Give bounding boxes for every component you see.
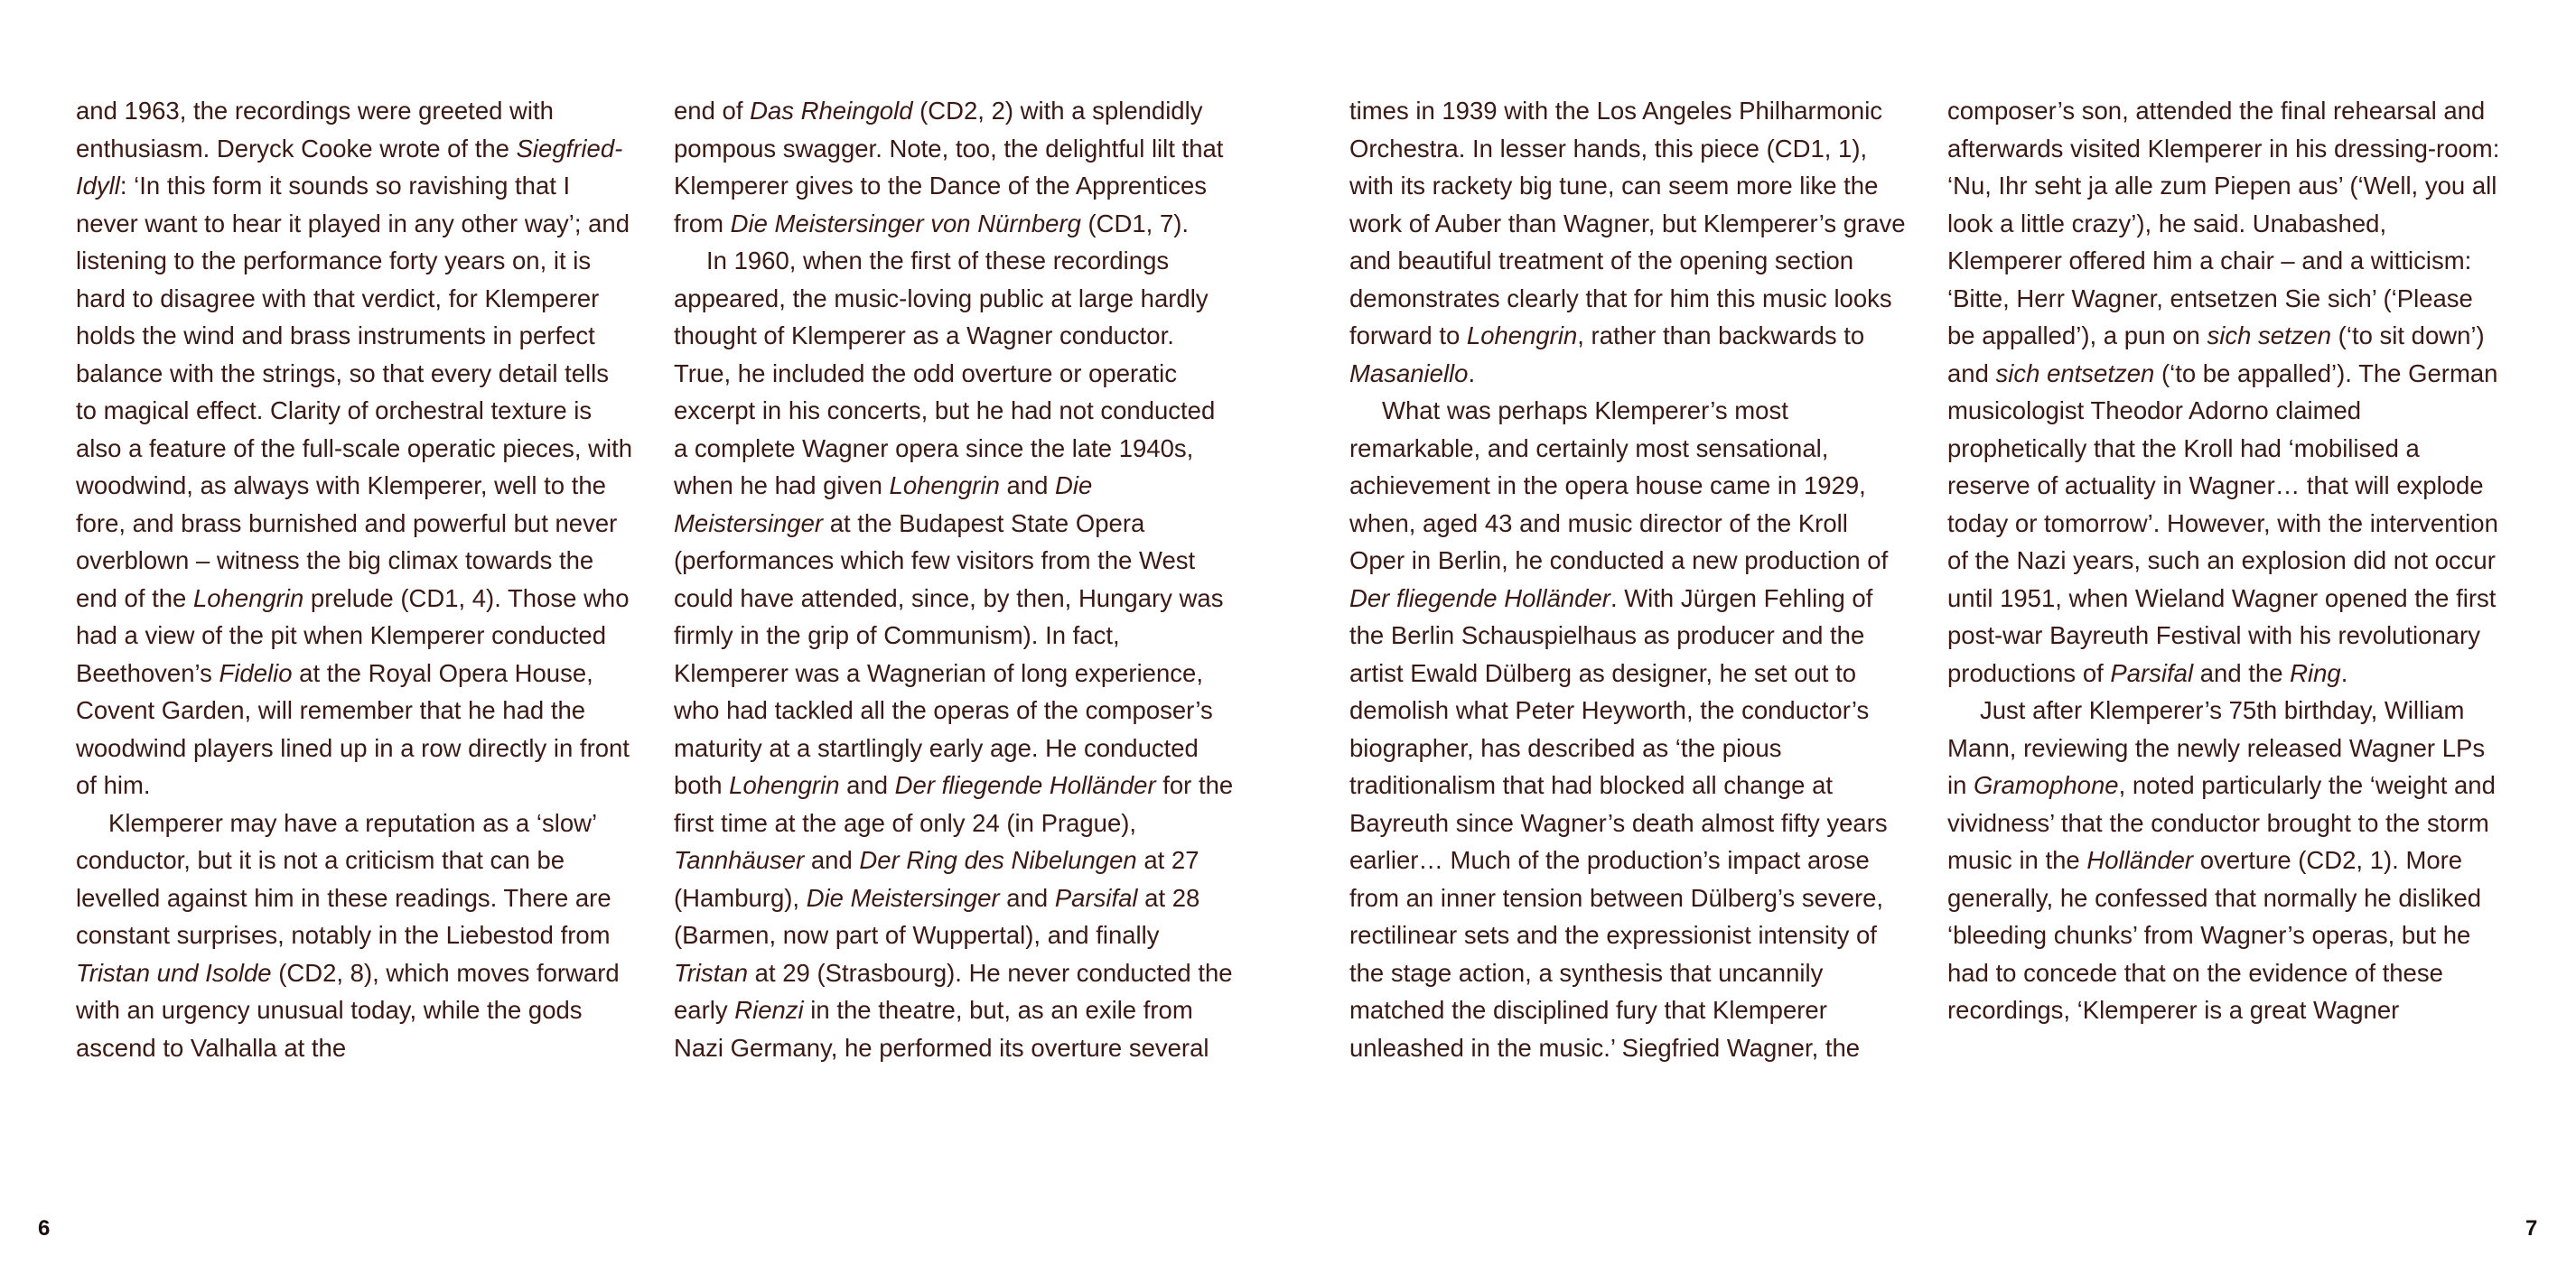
text-run: . With Jürgen Fehling of the Berlin Schauspielhaus as producer and the artist Ewald Dülberg as designer, he set out to demolish what Peter Heyworth, the conductor’s biographer, has described as ‘the pious traditionalism that had blocked all change at Bayreuth since Wagner’s death almost fifty years earlier… Much of the production’s impact arose from an inner tension between Dülberg’s severe, rectilinear sets and the expressionist intensity of the stage action, a synthesis that uncannily matched the disciplined fury that Klemperer unleashed in the music.’ Siegfried Wagner, the [1349, 583, 1888, 1062]
italic-title: Die Meistersinger von Nürnberg [730, 209, 1081, 237]
paragraph [76, 92, 636, 804]
paragraph [1947, 92, 2507, 692]
text-run: . [1468, 358, 1476, 387]
text-column-4 [1947, 92, 2507, 1029]
italic-title: Der Ring des Nibelungen [859, 846, 1137, 874]
italic-title: sich entsetzen [1995, 358, 2155, 387]
italic-title: Parsifal [2110, 658, 2194, 687]
text-run: composer’s son, attended the final rehearsal and afterwards visited Klemperer in his dressing-room: ‘Nu, Ihr seht ja alle zum Piepen aus’ (‘Well, you all look a little crazy’), he said. Unabashed, Klemperer offered him a chair – and a witticism: ‘Bitte, Herr Wagner, entsetzen Sie sich’ (‘Please be appalled’), a pun on [1947, 97, 2500, 349]
italic-title: Lohengrin [889, 471, 1000, 499]
text-run: : ‘In this form it sounds so ravishing that I never want to hear it played in any other way’; and listening to the performance forty years on, it is hard to disagree with that verdict, for Klemperer holds the wind and brass instruments in perfect balance with the strings, so that every detail tells to magical effect. Clarity of orchestral texture is also a feature of the full-scale operatic pieces, with woodwind, as always with Klemperer, well to the fore, and brass burnished and powerful but never overblown – witness the big climax towards the end of the [76, 172, 633, 612]
text-run: . [2340, 658, 2348, 687]
text-run: (‘to sit down’) and [1947, 321, 2485, 387]
paragraph [674, 92, 1234, 242]
italic-title: Die Meistersinger [674, 471, 1093, 537]
text-run: In 1960, when the first of these recordings appeared, the music-loving public at large hardly thought of Klemperer as a Wagner conductor. True, he included the odd overture or operatic excerpt in his concerts, but he had not conducted a complete Wagner opera since the late 1940s, when he had given [674, 246, 1216, 499]
italic-title: Lohengrin [192, 583, 304, 612]
paragraph [1349, 92, 1909, 392]
text-run: end of [674, 97, 751, 125]
italic-title: Holländer [2086, 846, 2194, 874]
text-run: and [999, 471, 1056, 499]
text-run: and [839, 771, 895, 799]
text-run: , noted particularly the ‘weight and vividness’ that the conductor brought to the storm music in the [1947, 771, 2496, 874]
text-run: at 27 (Hamburg), [674, 846, 1199, 912]
page-number-left: 6 [38, 1216, 51, 1241]
text-run: at 28 (Barmen, now part of Wuppertal), and finally [674, 883, 1200, 949]
text-run: (CD1, 7). [1080, 209, 1190, 237]
italic-title: Siegfried-Idyll [76, 134, 623, 200]
text-run: Klemperer may have a reputation as a ‘slow’ conductor, but it is not a criticism that can be levelled against him in these readings. There are constant surprises, notably in the Liebestod from [76, 808, 611, 949]
text-run: overture (CD2, 1). More generally, he confessed that normally he disliked ‘bleeding chunks’ from Wagner’s operas, but he had to concede that on the evidence of these recordings, ‘Klemperer is a great Wagner [1947, 846, 2482, 1024]
text-run: and the [2193, 658, 2291, 687]
text-run: , rather than backwards to [1577, 321, 1865, 349]
text-run: at 29 (Strasbourg). He never conducted the early [674, 958, 1233, 1024]
italic-title: Der fliegende Holländer [894, 771, 1156, 799]
text-run: (CD2, 8), which moves forward with an urgency unusual today, while the gods ascend to Valhalla at the [76, 958, 620, 1062]
italic-title: Das Rheingold [750, 97, 913, 125]
text-run: in the theatre, but, as an exile from Nazi Germany, he performed its overture several [674, 996, 1209, 1062]
text-run: and 1963, the recordings were greeted with enthusiasm. Deryck Cooke wrote of the [76, 97, 554, 163]
italic-title: Lohengrin [1466, 321, 1578, 349]
text-column-1 [76, 92, 636, 1066]
italic-title: Der fliegende Holländer [1349, 583, 1610, 612]
text-column-2 [674, 92, 1234, 1066]
text-column-3 [1349, 92, 1909, 1066]
text-run: prelude (CD1, 4). Those who had a view of the pit when Klemperer conducted Beethoven’s [76, 583, 630, 687]
italic-title: Tristan [674, 958, 749, 987]
italic-title: Ring [2290, 658, 2341, 687]
italic-title: Parsifal [1054, 883, 1138, 912]
text-run: and [999, 883, 1055, 912]
italic-title: Tannhäuser [674, 846, 805, 874]
text-run: (CD2, 2) with a splendidly pompous swagger. Note, too, the delightful lilt that Klemperer gives to the Dance of the Apprentices from [674, 97, 1224, 237]
text-run: Just after Klemperer’s 75th birthday, William Mann, reviewing the newly released Wagner LPs in [1947, 696, 2486, 799]
text-run: times in 1939 with the Los Angeles Philharmonic Orchestra. In lesser hands, this piece (CD1, 1), with its rackety big tune, can seem more like the work of Auber than Wagner, but Klemperer’s grave and beautiful treatment of the opening section demonstrates clearly that for him this music looks forward to [1349, 97, 1906, 349]
text-run: at the Budapest State Opera (performances which few visitors from the West could have attended, since, by then, Hungary was firmly in the grip of Communism). In fact, Klemperer was a Wagnerian of long experience, who had tackled all the operas of the composer’s maturity at a startlingly early age. He conducted both [674, 508, 1224, 799]
italic-title: Gramophone [1974, 771, 2119, 799]
text-run: (‘to be appalled’). The German musicologist Theodor Adorno claimed prophetically that the Kroll had ‘mobilised a reserve of actuality in Wagner… that will explode today or tomorrow’. However, with the intervention of the Nazi years, such an explosion did not occur until 1951, when Wieland Wagner opened the first post-war Bayreuth Festival with his revolutionary productions of [1947, 358, 2498, 687]
page-number-right: 7 [2525, 1216, 2538, 1241]
paragraph [1947, 692, 2507, 1029]
italic-title: Rienzi [734, 996, 804, 1024]
italic-title: Masaniello [1349, 358, 1469, 387]
italic-title: Fidelio [219, 658, 293, 687]
italic-title: Tristan und Isolde [76, 958, 272, 987]
text-run: for the first time at the age of only 24 (in Prague), [674, 771, 1234, 837]
paragraph [1349, 392, 1909, 1066]
paragraph [674, 242, 1234, 1066]
italic-title: Lohengrin [729, 771, 840, 799]
italic-title: sich setzen [2207, 321, 2332, 349]
italic-title: Die Meistersinger [806, 883, 1000, 912]
text-run: at the Royal Opera House, Covent Garden, will remember that he had the woodwind players lined up in a row directly in front of him. [76, 658, 630, 799]
text-run: What was perhaps Klemperer’s most remarkable, and certainly most sensational, achievement in the opera house came in 1929, when, aged 43 and music director of the Kroll Oper in Berlin, he conducted a new production of [1349, 396, 1889, 574]
paragraph [76, 804, 636, 1067]
text-run: and [804, 846, 860, 874]
